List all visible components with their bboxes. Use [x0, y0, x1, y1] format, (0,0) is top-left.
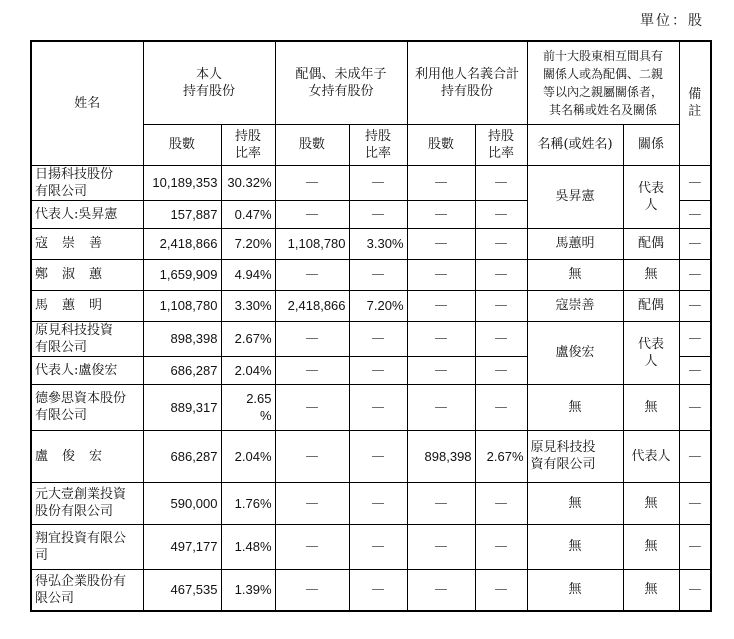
header-related: 前十大股東相互間具有 關係人或為配偶、二親 等以內之親屬關係者， 其名稱或姓名及關係: [527, 41, 679, 124]
related-type: 無: [623, 384, 679, 430]
dash-cell: —: [475, 165, 527, 200]
dash-cell: —: [275, 524, 349, 569]
remark-cell: —: [679, 356, 711, 384]
related-type: 無: [623, 482, 679, 524]
shares-cell: 1,108,780: [143, 290, 221, 321]
remark-cell: —: [679, 290, 711, 321]
dash-cell: —: [349, 569, 407, 611]
related-type: 配偶: [623, 228, 679, 259]
related-name: 無: [527, 482, 623, 524]
subheader-self-shares: 股數: [143, 124, 221, 165]
dash-cell: —: [349, 430, 407, 482]
dash-cell: —: [407, 524, 475, 569]
ratio-cell: 2.65 %: [221, 384, 275, 430]
ratio-cell: 30.32%: [221, 165, 275, 200]
remark-cell: —: [679, 430, 711, 482]
dash-cell: —: [275, 569, 349, 611]
shares-cell: 2,418,866: [143, 228, 221, 259]
nominee-ratio-cell: 2.67%: [475, 430, 527, 482]
related-name: 寇崇善: [527, 290, 623, 321]
dash-cell: —: [407, 259, 475, 290]
header-nominee: 利用他人名義合計 持有股份: [407, 41, 527, 124]
holder-name: 馬蕙明: [31, 290, 143, 321]
dash-cell: —: [275, 384, 349, 430]
header-row: [31, 41, 711, 124]
dash-cell: —: [407, 321, 475, 356]
shares-cell: 10,189,353: [143, 165, 221, 200]
remark-cell: —: [679, 228, 711, 259]
related-name: 無: [527, 524, 623, 569]
dash-cell: —: [275, 321, 349, 356]
header-remark: 備 註: [679, 41, 711, 165]
dash-cell: —: [475, 228, 527, 259]
related-type: 配偶: [623, 290, 679, 321]
related-type: 無: [623, 259, 679, 290]
dash-cell: —: [349, 524, 407, 569]
holder-name: 代表人:盧俊宏: [31, 356, 143, 384]
table-row: [31, 228, 711, 259]
nominee-shares-cell: 898,398: [407, 430, 475, 482]
remark-cell: —: [679, 165, 711, 200]
dash-cell: —: [407, 569, 475, 611]
shares-cell: 686,287: [143, 430, 221, 482]
dash-cell: —: [349, 384, 407, 430]
dash-cell: —: [475, 200, 527, 228]
shares-cell: 497,177: [143, 524, 221, 569]
holder-name: 日揚科技股份 有限公司: [31, 165, 143, 200]
subheader-rel-name: 名稱(或姓名): [527, 124, 623, 165]
dash-cell: —: [275, 259, 349, 290]
header-name: 姓名: [31, 41, 143, 165]
dash-cell: —: [275, 482, 349, 524]
ratio-cell: 1.48%: [221, 524, 275, 569]
shares-cell: 889,317: [143, 384, 221, 430]
dash-cell: —: [475, 321, 527, 356]
table-row: [31, 384, 711, 430]
dash-cell: —: [475, 569, 527, 611]
ratio-cell: 0.47%: [221, 200, 275, 228]
dash-cell: —: [407, 384, 475, 430]
dash-cell: —: [407, 200, 475, 228]
ratio-cell: 1.39%: [221, 569, 275, 611]
ratio-cell: 2.04%: [221, 430, 275, 482]
remark-cell: —: [679, 321, 711, 356]
spouse-shares-cell: 2,418,866: [275, 290, 349, 321]
header-spouse: 配偶、未成年子 女持有股份: [275, 41, 407, 124]
holder-name: 得弘企業股份有 限公司: [31, 569, 143, 611]
shares-cell: 1,659,909: [143, 259, 221, 290]
shares-cell: 590,000: [143, 482, 221, 524]
related-type: 代表人: [623, 430, 679, 482]
shareholders-table: [30, 40, 712, 612]
ratio-cell: 4.94%: [221, 259, 275, 290]
dash-cell: —: [349, 321, 407, 356]
dash-cell: —: [475, 356, 527, 384]
shares-cell: 686,287: [143, 356, 221, 384]
dash-cell: —: [349, 356, 407, 384]
related-name: 無: [527, 259, 623, 290]
spouse-shares-cell: 1,108,780: [275, 228, 349, 259]
table-row: [31, 482, 711, 524]
holder-name: 鄭淑蕙: [31, 259, 143, 290]
table-row: [31, 290, 711, 321]
shares-cell: 157,887: [143, 200, 221, 228]
dash-cell: —: [349, 259, 407, 290]
remark-cell: —: [679, 384, 711, 430]
dash-cell: —: [475, 524, 527, 569]
related-name: 馬蕙明: [527, 228, 623, 259]
shares-cell: 467,535: [143, 569, 221, 611]
dash-cell: —: [475, 482, 527, 524]
related-type: 代表 人: [623, 165, 679, 228]
dash-cell: —: [349, 482, 407, 524]
dash-cell: —: [407, 482, 475, 524]
holder-name: 原見科技投資 有限公司: [31, 321, 143, 356]
dash-cell: —: [275, 165, 349, 200]
related-name: 吳昇憲: [527, 165, 623, 228]
subheader-self-ratio: 持股 比率: [221, 124, 275, 165]
subheader-nominee-ratio: 持股 比率: [475, 124, 527, 165]
related-type: 代表 人: [623, 321, 679, 384]
remark-cell: —: [679, 482, 711, 524]
remark-cell: —: [679, 569, 711, 611]
related-name: 盧俊宏: [527, 321, 623, 384]
dash-cell: —: [349, 200, 407, 228]
holder-name: 代表人:吳昇憲: [31, 200, 143, 228]
dash-cell: —: [275, 430, 349, 482]
dash-cell: —: [407, 356, 475, 384]
remark-cell: —: [679, 259, 711, 290]
dash-cell: —: [475, 259, 527, 290]
related-name: 原見科技投 資有限公司: [527, 430, 623, 482]
dash-cell: —: [407, 165, 475, 200]
header-self: 本人 持有股份: [143, 41, 275, 124]
ratio-cell: 7.20%: [221, 228, 275, 259]
related-type: 無: [623, 569, 679, 611]
holder-name: 寇崇善: [31, 228, 143, 259]
dash-cell: —: [475, 290, 527, 321]
dash-cell: —: [475, 384, 527, 430]
holder-name: 德參思資本股份 有限公司: [31, 384, 143, 430]
ratio-cell: 2.67%: [221, 321, 275, 356]
dash-cell: —: [275, 356, 349, 384]
dash-cell: —: [349, 165, 407, 200]
dash-cell: —: [275, 200, 349, 228]
holder-name: 盧俊宏: [31, 430, 143, 482]
table-row: [31, 430, 711, 482]
dash-cell: —: [407, 290, 475, 321]
table-row: [31, 569, 711, 611]
subheader-rel-type: 關係: [623, 124, 679, 165]
holder-name: 翔宜投資有限公 司: [31, 524, 143, 569]
dash-cell: —: [407, 228, 475, 259]
table-row: [31, 165, 711, 200]
ratio-cell: 1.76%: [221, 482, 275, 524]
ratio-cell: 2.04%: [221, 356, 275, 384]
subheader-spouse-ratio: 持股 比率: [349, 124, 407, 165]
table-row: [31, 321, 711, 356]
shares-cell: 898,398: [143, 321, 221, 356]
table-row: [31, 524, 711, 569]
remark-cell: —: [679, 524, 711, 569]
related-name: 無: [527, 384, 623, 430]
holder-name: 元大壹創業投資 股份有限公司: [31, 482, 143, 524]
subheader-spouse-shares: 股數: [275, 124, 349, 165]
remark-cell: —: [679, 200, 711, 228]
spouse-ratio-cell: 3.30%: [349, 228, 407, 259]
subheader-nominee-shares: 股數: [407, 124, 475, 165]
unit-label: 單位：股: [640, 13, 704, 29]
spouse-ratio-cell: 7.20%: [349, 290, 407, 321]
related-name: 無: [527, 569, 623, 611]
related-type: 無: [623, 524, 679, 569]
ratio-cell: 3.30%: [221, 290, 275, 321]
table-row: [31, 259, 711, 290]
